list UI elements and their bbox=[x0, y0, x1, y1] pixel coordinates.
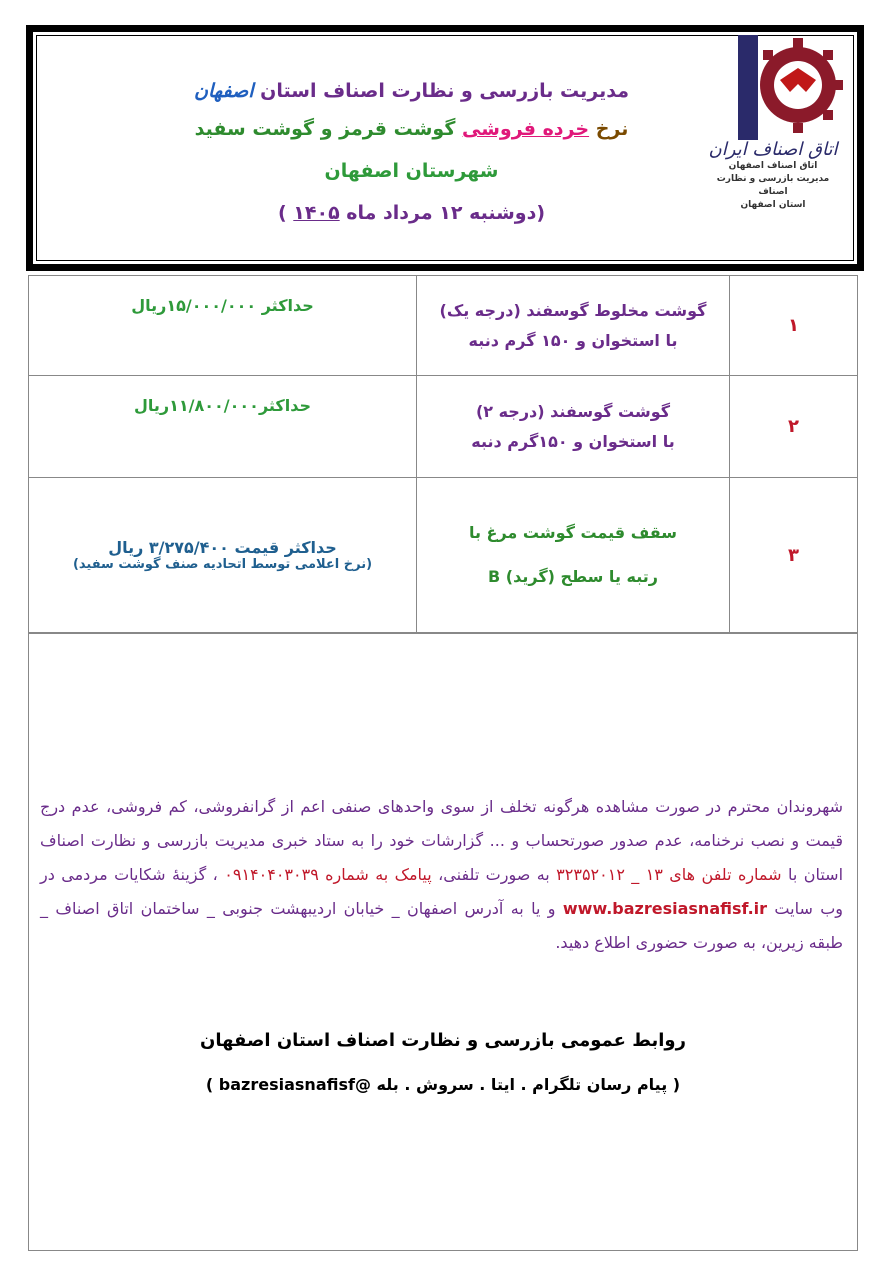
price-note: (نرخ اعلامی توسط اتحادیه صنف گوشت سفید) bbox=[72, 557, 373, 572]
title-retail: خرده فروشی bbox=[462, 118, 590, 140]
price-list-title bbox=[160, 118, 663, 140]
logo-sub3: استان اصفهان bbox=[740, 200, 806, 210]
org-title-city: اصفهان bbox=[194, 80, 254, 102]
date-prefix: (دوشنبه ۱۲ مرداد ماه bbox=[346, 202, 546, 224]
notice-text-2: به صورت تلفنی، bbox=[438, 865, 550, 884]
signature-title: روابط عمومی بازرسی و نظارت اصناف استان اصفهان bbox=[200, 1030, 686, 1051]
item-line1: سقف قیمت گوشت مرغ با bbox=[468, 523, 678, 542]
price-value: حداکثر ۱۵/۰۰۰/۰۰۰ریال bbox=[29, 276, 417, 376]
notice-text-1: شهروندان محترم در صورت مشاهده هرگونه تخلف از سوی واحدهای صنفی اعم از گرانفروشی، کم فروشی، عدم درج قیمت و نصب نرخنامه، عدم صدور صورتحساب و ... گزارشات خود را به ستاد خبری مدیریت بازرسی و نظارت اصناف استان با bbox=[40, 797, 844, 884]
row-number: ۱ bbox=[730, 276, 858, 376]
notice-text-3: ، گزینۀ شکایات مردمی در وب سایت bbox=[40, 865, 844, 918]
notice-text-4: و یا به آدرس اصفهان _ خیابان اردیبهشت جنوبی _ ساختمان اتاق اصناف _ طبقه زیرین، به صورت حضوری اطلاع دهید. bbox=[40, 899, 843, 952]
signature-handles: ( پیام رسان تلگرام . ایتا . سروش . بله @bazresiasnafisf ) bbox=[205, 1075, 681, 1094]
price-text: حداکثر قیمت ۳/۲۷۵/۴۰۰ ریال bbox=[108, 538, 337, 557]
logo-sub2: مدیریت بازرسی و نظارت اصناف bbox=[716, 174, 830, 197]
item-description bbox=[417, 376, 730, 478]
date-title bbox=[160, 202, 663, 224]
notice-sms: پیامک به شماره ۰۹۱۴۰۴۰۳۰۳۹ bbox=[224, 865, 432, 884]
row-number: ۲ bbox=[730, 376, 858, 478]
table-row bbox=[29, 478, 858, 633]
table-row bbox=[29, 276, 858, 376]
notice-phone: شماره تلفن های ۱۳ _ ۳۲۳۵۲۰۱۲ bbox=[556, 865, 782, 884]
title-meat-types: گوشت قرمز و گوشت سفید bbox=[194, 118, 456, 140]
item-line2: با استخوان و ۱۵۰گرم دنبه bbox=[471, 431, 675, 451]
price-value: حداکثر۱۱/۸۰۰/۰۰۰ریال bbox=[29, 376, 417, 478]
price-value bbox=[29, 478, 417, 633]
item-line2: با استخوان و ۱۵۰ گرم دنبه bbox=[468, 330, 678, 350]
notice-paragraph bbox=[40, 790, 843, 960]
date-suffix: ) bbox=[277, 202, 287, 224]
price-table bbox=[28, 275, 858, 633]
logo-sub1: اتاق اصناف اصفهان bbox=[728, 161, 818, 171]
logo-subtitle bbox=[703, 160, 843, 212]
item-line2: رتبه یا سطح (گرید) B bbox=[488, 567, 658, 586]
logo-brand-text: اتاق اصناف ایران bbox=[708, 139, 838, 160]
item-line1: گوشت گوسفند (درجه ۲) bbox=[475, 401, 671, 421]
city-title: شهرستان اصفهان bbox=[324, 160, 499, 182]
date-year: ۱۴۰۵ bbox=[293, 202, 340, 224]
row-number: ۳ bbox=[730, 478, 858, 633]
org-title bbox=[160, 80, 663, 102]
item-description bbox=[417, 478, 730, 633]
table-row bbox=[29, 376, 858, 478]
item-description bbox=[417, 276, 730, 376]
org-title-text: مدیریت بازرسی و نظارت اصناف استان bbox=[260, 80, 629, 102]
notice-website-link[interactable]: www.bazresiasnafisf.ir bbox=[562, 899, 768, 918]
asnaf-logo bbox=[698, 20, 848, 180]
item-line1: گوشت مخلوط گوسفند (درجه یک) bbox=[439, 300, 707, 320]
title-prefix: نرخ bbox=[595, 118, 629, 140]
